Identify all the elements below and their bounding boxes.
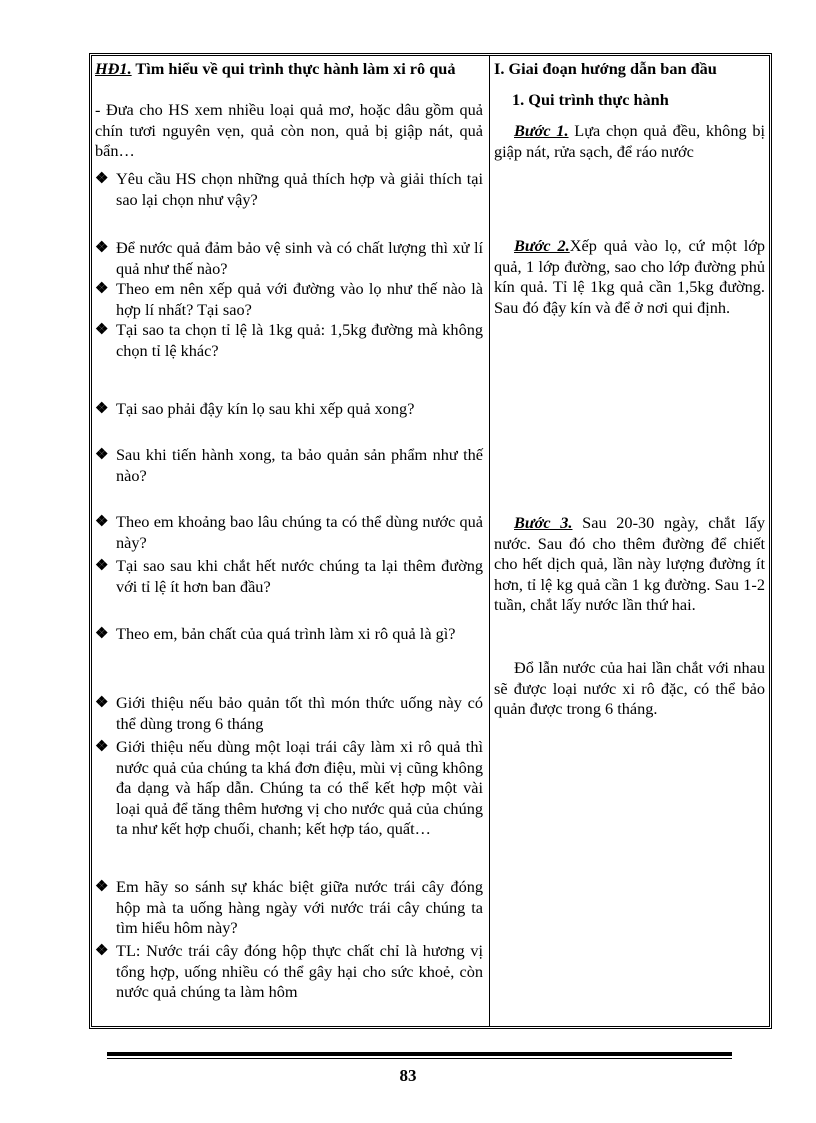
footer-thin-line [107, 1058, 732, 1059]
question-text: Giới thiệu nếu bảo quản tốt thì món thức uống này có thể dùng trong 6 tháng [116, 693, 483, 733]
question-item [95, 399, 483, 420]
activity-title: Tìm hiểu về qui trình thực hành làm xi rô quả [131, 59, 456, 78]
step-3 [494, 513, 765, 616]
question-item [95, 737, 483, 840]
question-text: Tại sao sau khi chắt hết nước chúng ta lại thêm đường với tỉ lệ ít hơn ban đầu? [116, 556, 483, 596]
diamond-bullet-icon: ❖ [95, 281, 109, 297]
step-text: Sau 20-30 ngày, chắt lấy nước. Sau đó cho thêm đường để chiết cho hết dịch quả, lần này lượng đường ít hơn, tỉ lệ kg quả cần 1 kg đường. Sau 1-2 tuần, chắt lấy nước lần thứ hai. [494, 513, 765, 614]
step-1 [494, 121, 765, 162]
section-title: I. Giai đoạn hướng dẫn ban đầu [494, 59, 717, 78]
diamond-bullet-icon: ❖ [95, 626, 109, 642]
diamond-bullet-icon: ❖ [95, 943, 109, 959]
subsection-heading [512, 90, 765, 111]
lesson-table [89, 53, 772, 1029]
question-text: Theo em khoảng bao lâu chúng ta có thể dùng nước quả này? [116, 512, 483, 552]
question-item [95, 512, 483, 553]
question-item [95, 693, 483, 734]
subsection-title: 1. Qui trình thực hành [512, 90, 669, 109]
content-column [490, 56, 769, 1026]
question-item [95, 556, 483, 597]
question-text: Tại sao ta chọn tỉ lệ là 1kg quả: 1,5kg đường mà không chọn tỉ lệ khác? [116, 320, 483, 360]
diamond-bullet-icon: ❖ [95, 514, 109, 530]
diamond-bullet-icon: ❖ [95, 879, 109, 895]
diamond-bullet-icon: ❖ [95, 739, 109, 755]
step-label: Bước 2. [514, 236, 570, 255]
intro-paragraph [95, 100, 483, 162]
footer-thick-line [107, 1052, 732, 1056]
footer-rule [107, 1052, 732, 1059]
question-text: Để nước quả đảm bảo vệ sinh và có chất lượng thì xử lí quả như thế nào? [116, 238, 483, 278]
closing-text: Đổ lẫn nước của hai lần chắt với nhau sẽ được loại nước xi rô đặc, có thể bảo quản được trong 6 tháng. [494, 658, 765, 718]
question-item [95, 320, 483, 361]
question-text: TL: Nước trái cây đóng hộp thực chất chỉ là hương vị tổng hợp, uống nhiều có thể gây hại cho sức khoẻ, còn nước quả chúng ta làm hôm [116, 941, 483, 1001]
step-label: Bước 1. [514, 121, 569, 140]
activity-heading [95, 59, 483, 80]
diamond-bullet-icon: ❖ [95, 322, 109, 338]
page-number: 83 [399, 1066, 417, 1085]
question-item [95, 624, 483, 645]
intro-text: - Đưa cho HS xem nhiều loại quả mơ, hoặc dâu gồm quả chín tươi nguyên vẹn, quả còn non, quả bị giập nát, quả bẩn… [95, 100, 483, 160]
question-text: Sau khi tiến hành xong, ta bảo quản sản phẩm như thế nào? [116, 445, 483, 485]
question-text: Yêu cầu HS chọn những quả thích hợp và giải thích tại sao lại chọn như vậy? [116, 169, 483, 209]
question-item [95, 169, 483, 210]
question-item [95, 279, 483, 320]
step-label: Bước 3. [514, 513, 573, 532]
step-text: Lựa chọn quả đều, không bị giập nát, rửa sạch, để ráo nước [494, 121, 766, 161]
diamond-bullet-icon: ❖ [95, 401, 109, 417]
activity-label: HĐ1. [95, 59, 132, 78]
question-item [95, 877, 483, 939]
question-text: Theo em, bản chất của quá trình làm xi rô quả là gì? [116, 624, 456, 643]
teacher-activity-column [92, 56, 490, 1026]
step-text: Xếp quả vào lọ, cứ một lớp quả, 1 lớp đường, sao cho lớp đường phủ kín quả. Tỉ lệ 1kg quả cần 1,5kg đường. Sau đó đậy kín và để ở nơi qui định. [494, 236, 766, 317]
diamond-bullet-icon: ❖ [95, 447, 109, 463]
question-item [95, 445, 483, 486]
diamond-bullet-icon: ❖ [95, 558, 109, 574]
diamond-bullet-icon: ❖ [95, 171, 109, 187]
diamond-bullet-icon: ❖ [95, 240, 109, 256]
section-heading [494, 59, 765, 80]
question-text: Theo em nên xếp quả với đường vào lọ như thế nào là hợp lí nhất? Tại sao? [116, 279, 483, 319]
step-2 [494, 236, 765, 318]
closing-paragraph [494, 658, 765, 720]
question-text: Tại sao phải đậy kín lọ sau khi xếp quả xong? [116, 399, 415, 418]
question-item [95, 238, 483, 279]
diamond-bullet-icon: ❖ [95, 695, 109, 711]
question-text: Giới thiệu nếu dùng một loại trái cây làm xi rô quả thì nước quả của chúng ta khá đơn điệu, mùi vị cũng không đa dạng và hấp dẫn. Chúng ta có thể kết hợp một vài loại quả để tăng thêm hương vị cho nước quả của chúng ta như kết hợp chuối, chanh; kết hợp táo, quất… [116, 737, 483, 838]
question-item [95, 941, 483, 1003]
question-text: Em hãy so sánh sự khác biệt giữa nước trái cây đóng hộp mà ta uống hàng ngày với nước trái cây chúng ta tìm hiểu hôm này? [116, 877, 483, 937]
